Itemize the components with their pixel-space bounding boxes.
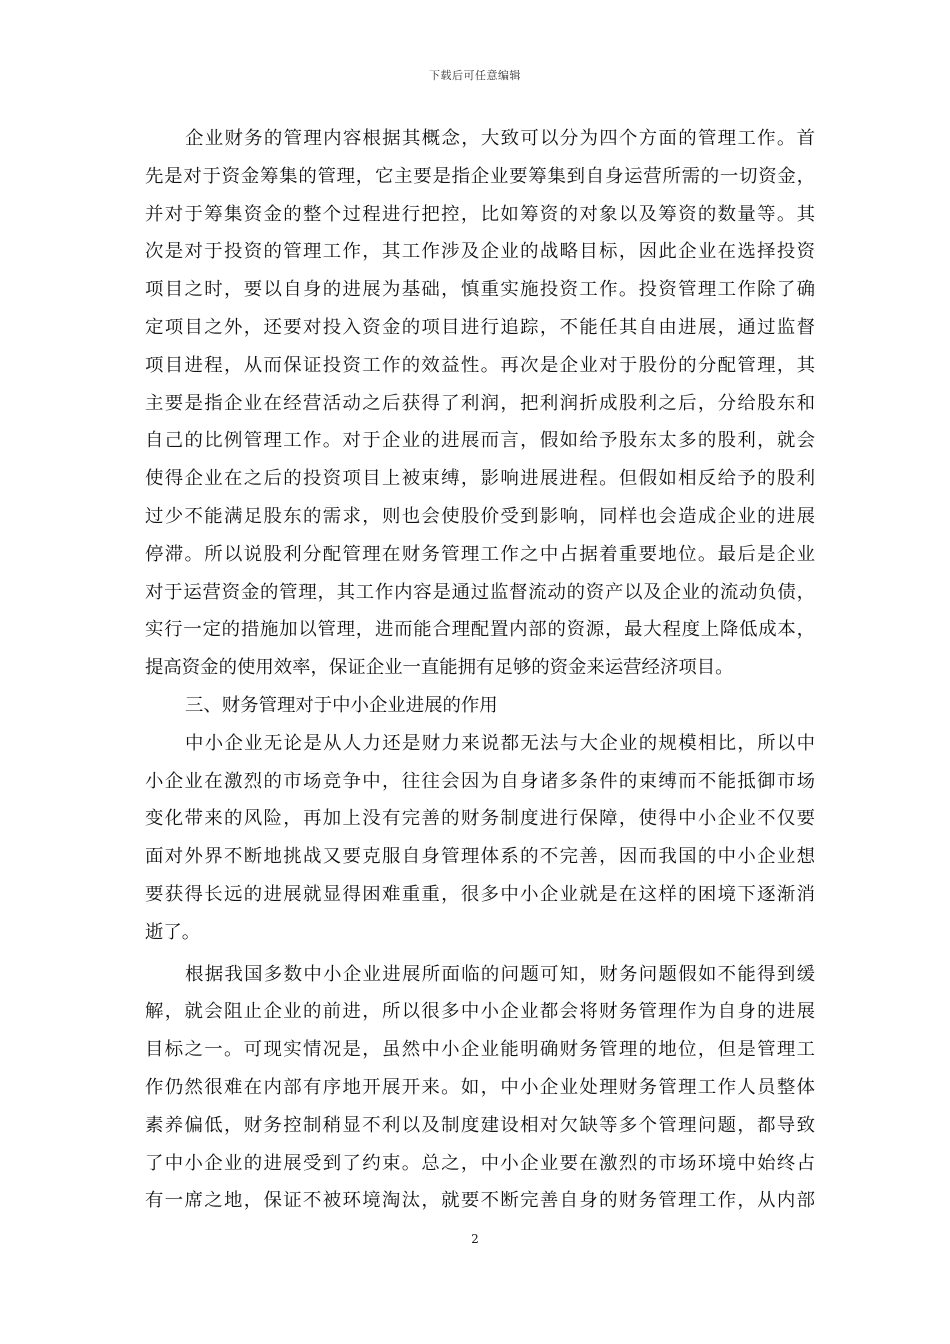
- paragraph-line: 解，就会阻止企业的前进，所以很多中小企业都会将财务管理作为自身的进展: [145, 1001, 815, 1023]
- paragraph-line: 有一席之地，保证不被环境淘汰，就要不断完善自身的财务管理工作，从内部: [145, 1190, 815, 1212]
- paragraph-line: 提高资金的使用效率，保证企业一直能拥有足够的资金来运营经济项目。: [145, 657, 734, 679]
- paragraph-line: 作仍然很难在内部有序地开展开来。如，中小企业处理财务管理工作人员整体: [145, 1076, 815, 1098]
- paragraph-sme-challenges: [145, 725, 815, 952]
- paragraph-financial-problems: [145, 956, 815, 1221]
- paragraph-line: 中小企业无论是从人力还是财力来说都无法与大企业的规模相比，所以中: [185, 732, 815, 754]
- paragraph-line: 并对于筹集资金的整个过程进行把控，比如筹资的对象以及筹资的数量等。其: [145, 203, 815, 225]
- paragraph-line: 使得企业在之后的投资项目上被束缚，影响进展进程。但假如相反给予的股利: [145, 468, 815, 490]
- paragraph-line: 目标之一。可现实情况是，虽然中小企业能明确财务管理的地位，但是管理工: [145, 1039, 815, 1061]
- paragraph-line: 定项目之外，还要对投入资金的项目进行追踪，不能任其自由进展，通过监督: [145, 316, 815, 338]
- page-header: 下载后可任意编辑: [429, 69, 521, 82]
- paragraph-line: 自己的比例管理工作。对于企业的进展而言，假如给予股东太多的股利，就会: [145, 430, 815, 452]
- section-heading: [145, 687, 815, 725]
- paragraph-line: 素养偏低，财务控制稍显不利以及制度建设相对欠缺等多个管理问题，都导致: [145, 1114, 815, 1136]
- paragraph-line: 小企业在激烈的市场竞争中，往往会因为自身诸多条件的束缚而不能抵御市场: [145, 770, 815, 792]
- paragraph-line: 企业财务的管理内容根据其概念，大致可以分为四个方面的管理工作。首: [185, 128, 815, 149]
- paragraph-line: 了中小企业的进展受到了约束。总之，中小企业要在激烈的市场环境中始终占: [145, 1152, 815, 1174]
- paragraph-line: 变化带来的风险，再加上没有完善的财务制度进行保障，使得中小企业不仅要: [145, 808, 815, 830]
- paragraph-line: 停滞。所以说股利分配管理在财务管理工作之中占据着重要地位。最后是企业: [145, 543, 815, 565]
- paragraph-line: 根据我国多数中小企业进展所面临的问题可知，财务问题假如不能得到缓: [185, 963, 815, 985]
- paragraph-line: 面对外界不断地挑战又要克服自身管理体系的不完善，因而我国的中小企业想: [145, 846, 815, 868]
- paragraph-line: 项目进程，从而保证投资工作的效益性。再次是企业对于股份的分配管理，其: [145, 354, 815, 376]
- paragraph-line: 要获得长远的进展就显得困难重重，很多中小企业就是在这样的困境下逐渐消: [145, 883, 815, 905]
- paragraph-financial-management-content: [145, 120, 815, 687]
- paragraph-line: 项目之时，要以自身的进展为基础，慎重实施投资工作。投资管理工作除了确: [145, 279, 815, 301]
- section-heading-text: 三、财务管理对于中小企业进展的作用: [185, 694, 498, 716]
- paragraph-line: 过少不能满足股东的需求，则也会使股价受到影响，同样也会造成企业的进展: [145, 505, 815, 527]
- paragraph-line: 次是对于投资的管理工作，其工作涉及企业的战略目标，因此企业在选择投资: [145, 241, 815, 263]
- paragraph-line: 对于运营资金的管理，其工作内容是通过监督流动的资产以及企业的流动负债，: [145, 581, 815, 603]
- paragraph-line: 实行一定的措施加以管理，进而能合理配置内部的资源，最大程度上降低成本，: [145, 619, 815, 641]
- paragraph-line: 先是对于资金筹集的管理，它主要是指企业要筹集到自身运营所需的一切资金，: [145, 165, 815, 187]
- document-body: [145, 120, 815, 1220]
- page-number: 2: [471, 1232, 479, 1246]
- paragraph-line: 主要是指企业在经营活动之后获得了利润，把利润折成股利之后，分给股东和: [145, 392, 815, 414]
- paragraph-line: 逝了。: [145, 921, 201, 943]
